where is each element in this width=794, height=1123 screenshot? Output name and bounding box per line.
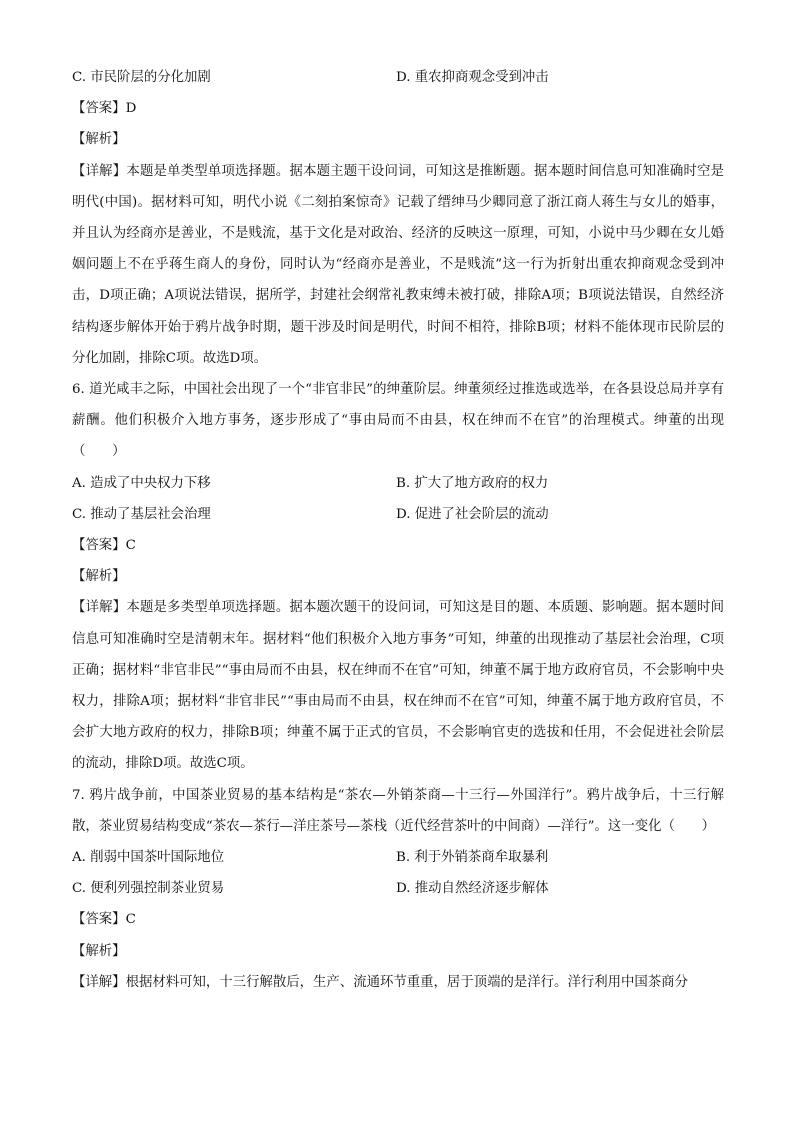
q7-options-ab: [72, 842, 724, 873]
q6-option-a: A. 造成了中央权力下移: [72, 475, 211, 491]
q5-answer: [72, 93, 724, 124]
q6-answer: [72, 530, 724, 561]
q7-options-cd: [72, 873, 724, 904]
q5-option-d: D. 重农抑商观念受到冲击: [396, 70, 549, 85]
q6-stem: 6. 道光咸丰之际，中国社会出现了一个“非官非民”的绅董阶层。绅董须经过推选或选举，在各县设总局并享有薪酬。他们积极介入地方事务，逐步形成了“事由局而不由县，权在绅而不在官”的治理模式。绅董的出现（ ）: [72, 382, 724, 460]
q7-option-a: A. 削弱中国茶叶国际地位: [72, 850, 225, 866]
q6-option-d: D. 促进了社会阶层的流动: [396, 506, 549, 522]
q5-detail: [72, 156, 724, 374]
q6-detail-label: 【详解】: [72, 600, 127, 616]
q5-detail-label: 【详解】: [72, 163, 127, 179]
q6-detail-text: 本题是多类型单项选择题。据本题次题干的设问词，可知这是目的题、本质题、影响题。据本题时间信息可知准确时空是清朝末年。据材料“他们积极介入地方事务”可知，绅董的出现推动了基层社会治理，C项正确；据材料“非官非民”“事由局而不由县，权在绅而不在官”可知，绅董不属于地方政府官员，不会影响中央权力，排除A项；据材料“非官非民”“事由局而不由县，权在绅而不在官”可知，绅董不属于地方政府官员，不会扩大地方政府的权力，排除B项；绅董不属于正式的官员，不会影响官吏的选拔和任用，不会促进社会阶层的流动，排除D项。故选C项。: [72, 600, 725, 772]
q7-analysis-label: 【解析】: [72, 943, 126, 959]
q7-option-c: C. 便利列强控制茶业贸易: [72, 881, 225, 897]
q6-option-b: B. 扩大了地方政府的权力: [396, 475, 549, 491]
q6-options-cd: [72, 499, 724, 530]
q6-detail: [72, 592, 724, 779]
q7-detail: [72, 967, 724, 998]
q6-options-ab: [72, 468, 724, 499]
q7-option-b: B. 利于外销茶商牟取暴利: [396, 850, 549, 866]
q7-option-d: D. 推动自然经济逐步解体: [396, 881, 549, 897]
q6-analysis-label: 【解析】: [72, 569, 126, 585]
q6-answer-label: 【答案】: [72, 538, 126, 554]
q7-stem: 7. 鸦片战争前，中国茶业贸易的基本结构是“茶农—外销茶商—十三行—外国洋行”。鸦片战争后，十三行解散，茶业贸易结构变成“茶农—茶行—洋庄茶号—茶栈（近代经营茶叶的中间商）—洋行”。这一变化（ ）: [72, 787, 724, 834]
q5-detail-text: 本题是单类型单项选择题。据本题主题干设问词，可知这是推断题。据本题时间信息可知准确时空是明代(中国)。据材料可知，明代小说《二刻拍案惊奇》记载了缙绅马少卿同意了浙江商人蒋生与女儿的婚事，并且认为经商亦是善业，不是贱流，基于文化是对政治、经济的反映这一原理，可知，小说中马少卿在女儿婚姻问题上不在乎蒋生商人的身份，同时认为“经商亦是善业，不是贱流”这一行为折射出重农抑商观念受到冲击，D项正确；A项说法错误，据所学，封建社会纲常礼教束缚未被打破，排除A项；B项说法错误，自然经济结构逐步解体开始于鸦片战争时期，题干涉及时间是明代，时间不相符，排除B项；材料不能体现市民阶层的分化加剧，排除C项。故选D项。: [72, 163, 725, 366]
q7-detail-label: 【详解】: [72, 974, 126, 990]
q6-answer-value: C: [125, 538, 136, 554]
q5-answer-value: D: [125, 101, 137, 117]
q5-analysis-label: 【解析】: [72, 132, 126, 148]
q5-options-cd: [72, 62, 724, 93]
q6-option-c: C. 推动了基层社会治理: [72, 506, 211, 522]
q7-answer-value: C: [125, 912, 136, 928]
q7-answer-label: 【答案】: [72, 912, 126, 928]
q5-answer-label: 【答案】: [72, 101, 126, 117]
page-content: [72, 62, 724, 998]
q5-option-c: C. 市民阶层的分化加剧: [72, 70, 211, 85]
q7-detail-text: 根据材料可知，十三行解散后，生产、流通环节重重，居于顶端的是洋行。洋行利用中国茶商分: [125, 974, 688, 990]
q7-answer: [72, 904, 724, 935]
